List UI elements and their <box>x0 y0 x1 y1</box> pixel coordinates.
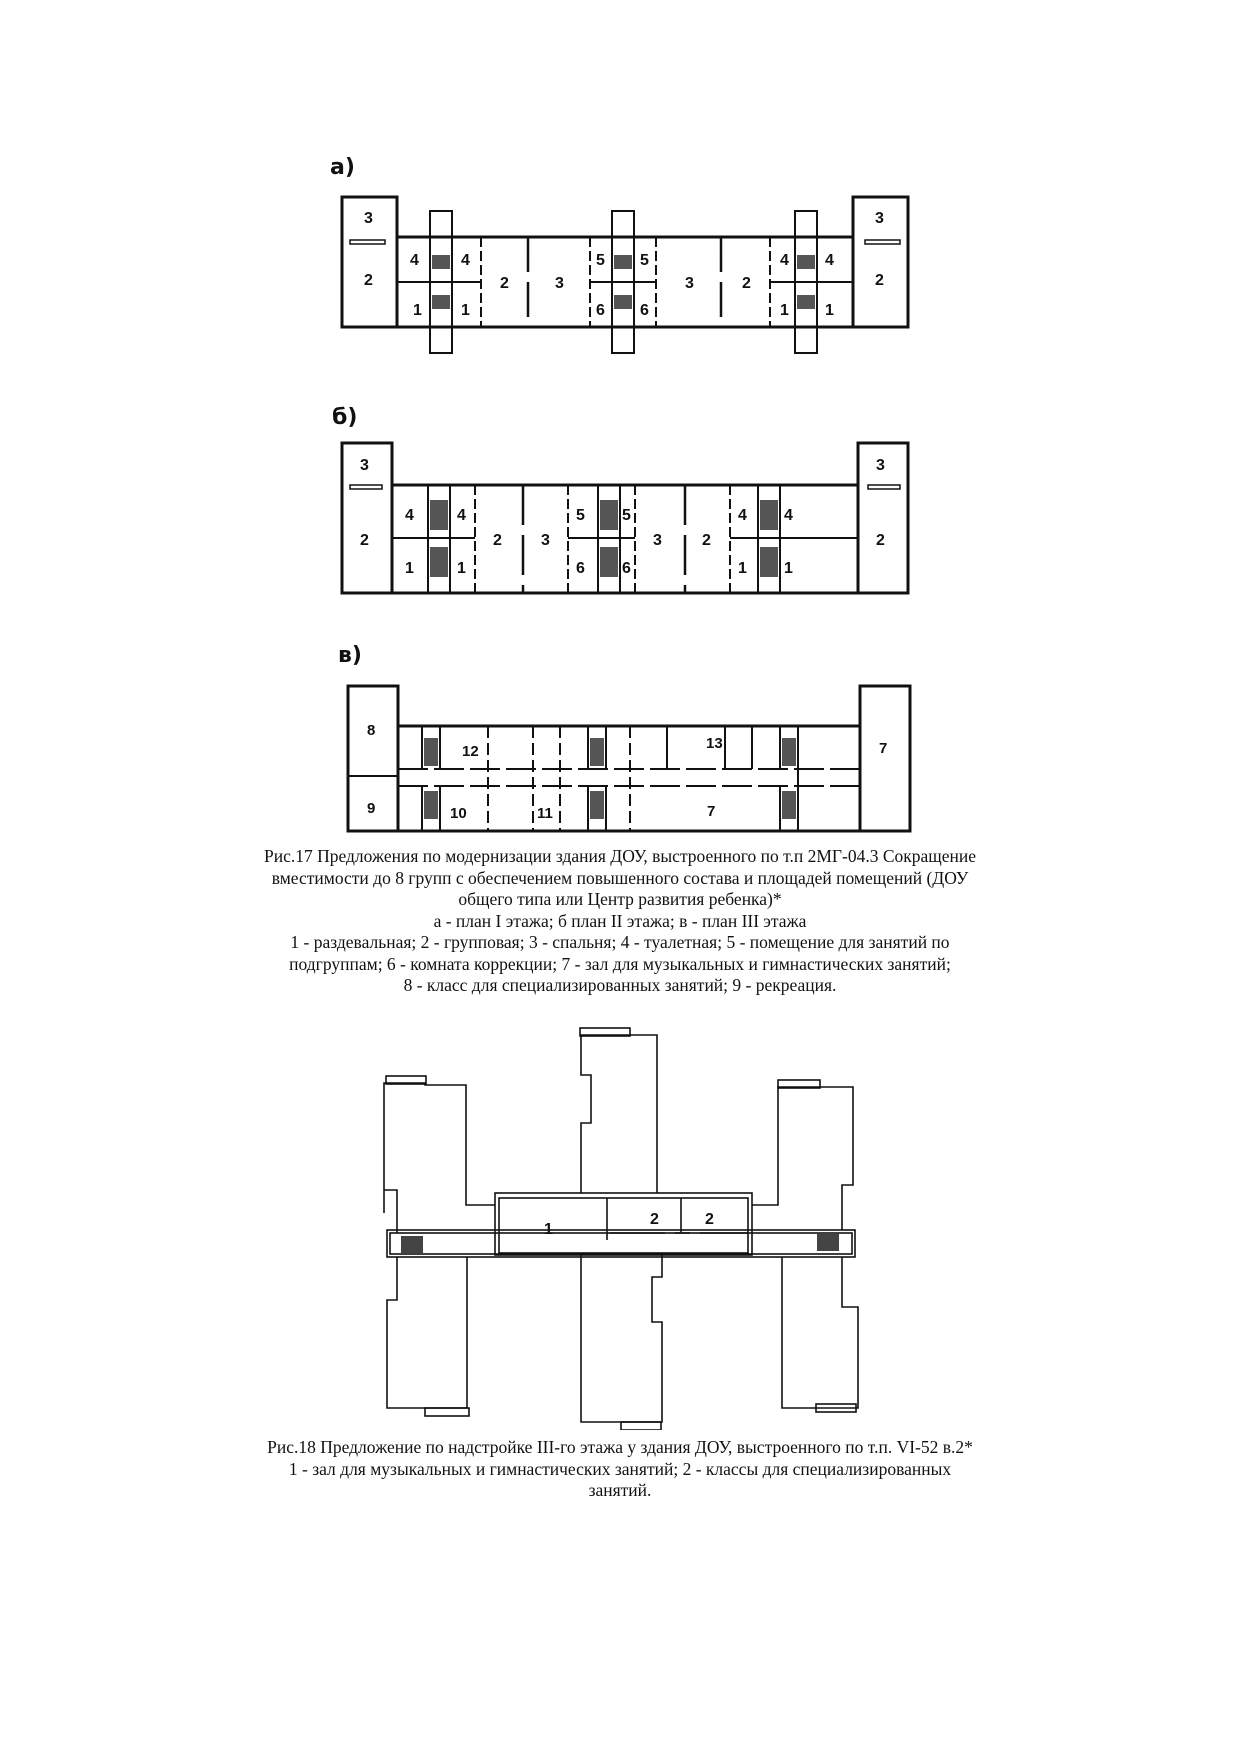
room-label: 3 <box>364 210 373 227</box>
room-label: 1 <box>457 560 466 577</box>
room-label: 9 <box>367 800 376 817</box>
caption-title-line: вместимости до 8 групп с обеспечением повышенного состава и площадей помещений (ДОУ <box>271 867 969 888</box>
room-label: 7 <box>879 740 888 757</box>
room-label: 6 <box>576 560 585 577</box>
room-label: 3 <box>360 457 369 474</box>
caption-legend-line: 8 - класс для специализированных занятий; 9 - рекреация. <box>403 975 837 995</box>
room-label: 4 <box>780 252 789 269</box>
room-label: 1 <box>780 302 789 319</box>
room-label: 1 <box>544 1221 553 1238</box>
plan-a-label: а) <box>330 155 355 180</box>
room-label: 4 <box>405 507 414 524</box>
room-label: 5 <box>640 252 649 269</box>
caption-legend-line: занятий. <box>588 1480 652 1500</box>
room-label: 2 <box>702 532 711 549</box>
room-label: 1 <box>405 560 414 577</box>
room-label: 2 <box>360 532 369 549</box>
room-label: 1 <box>825 302 834 319</box>
caption-legend-line: 1 - раздевальная; 2 - групповая; 3 - спальня; 4 - туалетная; 5 - помещение для занятий по <box>290 932 950 952</box>
room-label: 10 <box>450 805 467 822</box>
room-label: 4 <box>457 507 466 524</box>
caption-legend-line: 1 - зал для музыкальных и гимнастических занятий; 2 - классы для специализированных <box>288 1458 952 1479</box>
room-label: 4 <box>410 252 419 269</box>
room-label: 1 <box>784 560 793 577</box>
room-label: 2 <box>364 272 373 289</box>
figure-17-caption <box>150 846 1090 997</box>
caption-legend-line: подгруппам; 6 - комната коррекции; 7 - зал для музыкальных и гимнастических занятий; <box>289 953 951 974</box>
room-label: 4 <box>784 507 793 524</box>
caption-title-line: Рис.17 Предложения по модернизации здания ДОУ, выстроенного по т.п 2МГ-04.3 Сокращение <box>263 846 977 866</box>
floor-plan-third-floor <box>340 683 920 840</box>
room-label: 11 <box>537 805 553 822</box>
room-label: 4 <box>461 252 470 269</box>
room-label: 2 <box>876 532 885 549</box>
room-label: 6 <box>596 302 605 319</box>
room-label: 1 <box>461 302 470 319</box>
plan-c-label: в) <box>338 643 362 668</box>
room-label: 2 <box>500 275 509 292</box>
room-label: 8 <box>367 722 376 739</box>
plan-b-label: б) <box>332 405 358 430</box>
room-label: 13 <box>706 735 723 752</box>
floor-plan-first-floor <box>330 185 920 375</box>
room-label: 3 <box>541 532 550 549</box>
room-label: 2 <box>705 1211 714 1228</box>
room-label: 2 <box>742 275 751 292</box>
room-label: 6 <box>640 302 649 319</box>
room-label: 2 <box>875 272 884 289</box>
room-label: 2 <box>650 1211 659 1228</box>
caption-plans-line: а - план I этажа; б план II этажа; в - план III этажа <box>433 910 807 931</box>
room-label: 1 <box>738 560 747 577</box>
room-label: 5 <box>596 252 605 269</box>
room-label: 2 <box>493 532 502 549</box>
room-label: 7 <box>707 803 716 820</box>
room-label: 3 <box>875 210 884 227</box>
room-label: 1 <box>413 302 422 319</box>
floor-plan-second-floor <box>330 435 920 600</box>
room-label: 4 <box>738 507 747 524</box>
room-label: 3 <box>555 275 564 292</box>
room-label: 5 <box>576 507 585 524</box>
figure-18-caption <box>150 1437 1090 1502</box>
caption-title-line: общего типа или Центр развития ребенка)* <box>458 889 782 909</box>
room-label: 6 <box>622 560 631 577</box>
room-label: 4 <box>825 252 834 269</box>
room-label: 12 <box>462 743 479 760</box>
caption-title-line: Рис.18 Предложение по надстройке III-го этажа у здания ДОУ, выстроенного по т.п. VI-52 в.2* <box>267 1437 973 1457</box>
room-label: 5 <box>622 507 631 524</box>
floor-plan-superstructure <box>370 1010 870 1430</box>
room-label: 3 <box>685 275 694 292</box>
room-label: 3 <box>876 457 885 474</box>
room-label: 3 <box>653 532 662 549</box>
